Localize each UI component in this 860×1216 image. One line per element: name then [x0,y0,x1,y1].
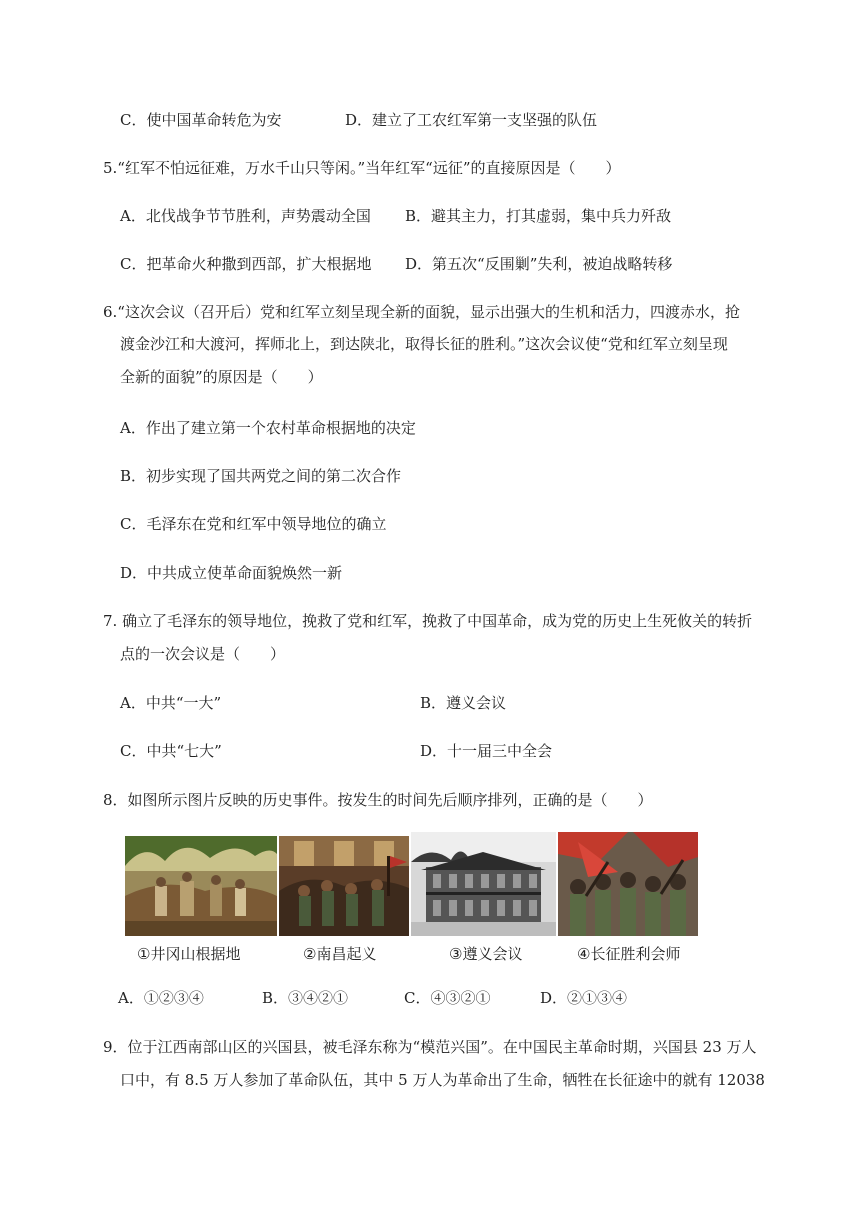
q7-stem-line-1: 7. 确立了毛泽东的领导地位，挽救了党和红军，挽救了中国革命，成为党的历史上生死攸关的转折 [103,612,753,630]
q8-option-d: D．②①③④ [540,989,628,1007]
caption-zunyi: ③遵义会议 [449,945,523,963]
q6-stem-line-3: 全新的面貌”的原因是（ ） [120,368,323,386]
q5-option-d: D．第五次“反围剿”失利，被迫战略转移 [405,255,673,273]
long-march-victory-image [558,832,698,936]
q6-option-d: D．中共成立使革命面貌焕然一新 [120,564,343,582]
q4-option-c: C．使中国革命转危为安 [120,111,282,129]
q6-stem-line-2: 渡金沙江和大渡河，挥师北上，到达陕北，取得长征的胜利。”这次会议使“党和红军立刻呈现 [120,335,728,353]
q7-option-c: C．中共“七大” [120,742,222,760]
q7-option-d: D．十一届三中全会 [420,742,553,760]
q8-option-a: A．①②③④ [118,989,204,1007]
q8-option-c: C．④③②① [404,989,491,1007]
q8-option-b: B．③④②① [262,989,349,1007]
q6-stem-line-1: 6.“这次会议（召开后）党和红军立刻呈现全新的面貌，显示出强大的生机和活力，四渡赤水，抢 [103,303,740,321]
q5-option-c: C．把革命火种撒到西部，扩大根据地 [120,255,372,273]
q6-option-a: A．作出了建立第一个农村革命根据地的决定 [120,419,416,437]
q9-stem-line-1: 9．位于江西南部山区的兴国县，被毛泽东称为“模范兴国”。在中国民主革命时期，兴国县 23 万人 [103,1038,757,1056]
q4-option-d: D．建立了工农红军第一支坚强的队伍 [345,111,598,129]
q8-stem: 8．如图所示图片反映的历史事件。按发生的时间先后顺序排列，正确的是（ ） [103,791,653,809]
jinggangshan-image [125,836,277,936]
zunyi-conference-image [411,832,556,936]
caption-jinggangshan: ①井冈山根据地 [137,945,241,963]
caption-nanchang: ②南昌起义 [303,945,377,963]
caption-long-march: ④长征胜利会师 [577,945,681,963]
nanchang-uprising-image [279,836,409,936]
q6-option-c: C．毛泽东在党和红军中领导地位的确立 [120,515,387,533]
q5-option-a: A．北伐战争节节胜利，声势震动全国 [120,207,371,225]
q5-stem: 5.“红军不怕远征难，万水千山只等闲。”当年红军“远征”的直接原因是（ ） [103,159,621,177]
q6-option-b: B．初步实现了国共两党之间的第二次合作 [120,467,402,485]
q7-option-b: B．遵义会议 [420,694,507,712]
q9-stem-line-2: 口中，有 8.5 万人参加了革命队伍，其中 5 万人为革命出了生命，牺牲在长征途中的就有 12038 [120,1071,765,1089]
q7-option-a: A．中共“一大” [120,694,222,712]
q7-stem-line-2: 点的一次会议是（ ） [120,645,286,663]
q5-option-b: B．避其主力，打其虚弱，集中兵力歼敌 [405,207,672,225]
